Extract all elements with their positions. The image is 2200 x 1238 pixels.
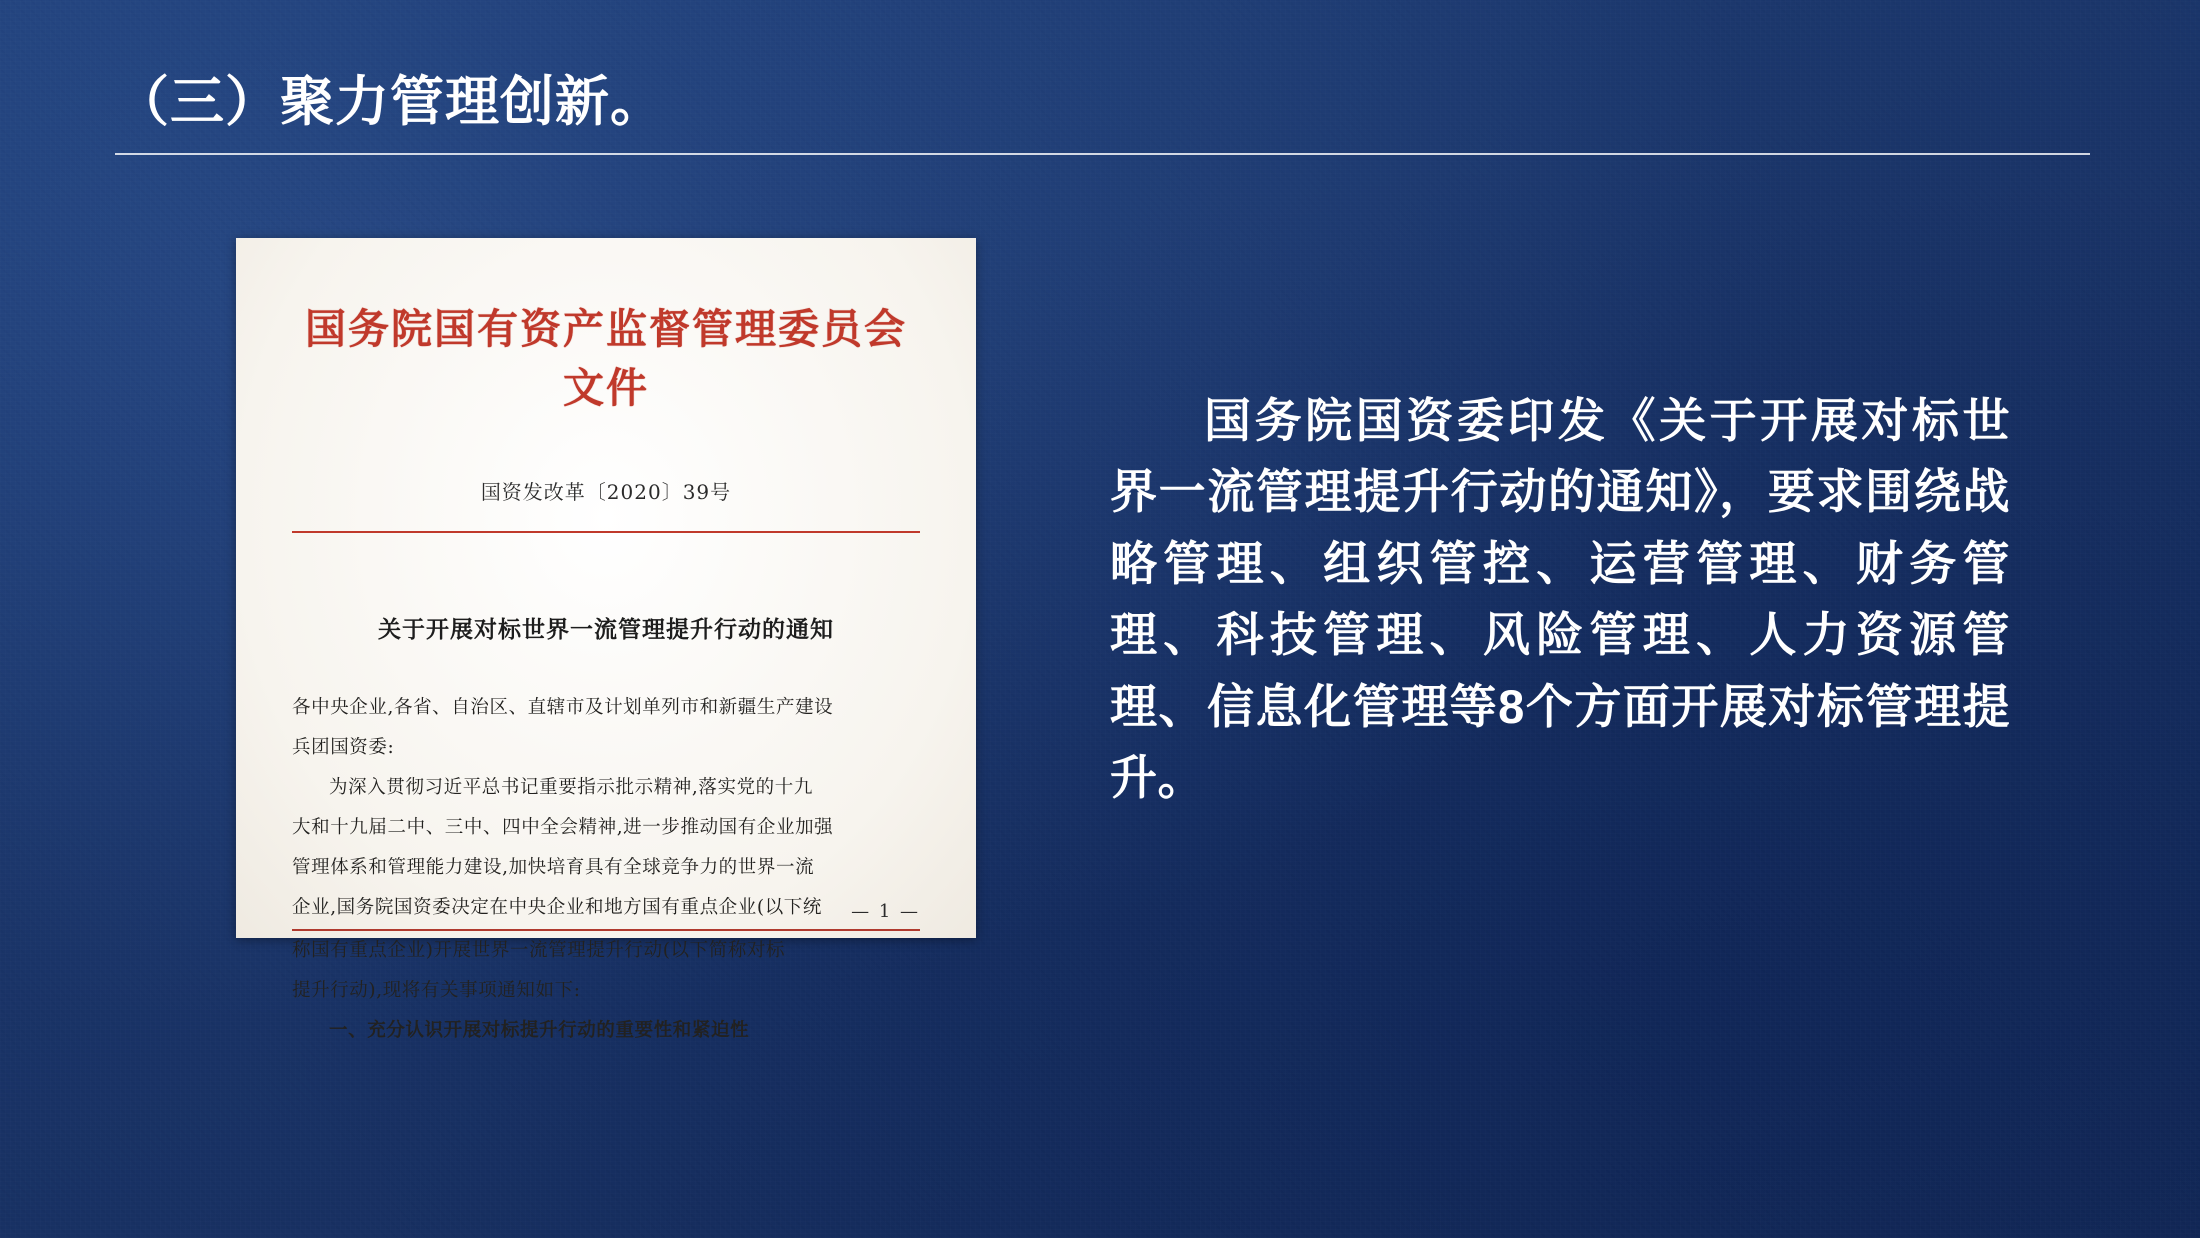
document-page-number: — 1 — xyxy=(851,901,920,922)
title-block xyxy=(115,70,2105,155)
document-body-line: 称国有重点企业)开展世界一流管理提升行动(以下简称对标 xyxy=(292,939,786,961)
page-title: （三）聚力管理创新。 xyxy=(115,72,665,132)
document-body-line: 提升行动),现将有关事项通知如下: xyxy=(292,979,581,1001)
document-body-line: 为深入贯彻习近平总书记重要指示批示精神,落实党的十九 xyxy=(329,776,813,798)
document-section-heading: 一、充分认识开展对标提升行动的重要性和紧迫性 xyxy=(329,1019,750,1041)
document-body-line: 管理体系和管理能力建设,加快培育具有全球竞争力的世界一流 xyxy=(292,856,815,878)
document-scan-card xyxy=(236,238,976,1041)
document-subject: 关于开展对标世界一流管理提升行动的通知 xyxy=(378,616,834,643)
document-body-line: 各中央企业,各省、自治区、直辖市及计划单列市和新疆生产建设 xyxy=(292,697,834,718)
document-number: 国资发改革〔2020〕39号 xyxy=(480,480,732,504)
title-divider xyxy=(115,153,2090,155)
document-red-rule xyxy=(292,531,920,533)
document-body-line: 大和十九届二中、三中、四中全会精神,进一步推动国有企业加强 xyxy=(292,816,834,838)
document-body-line: 兵团国资委: xyxy=(292,736,395,758)
body-paragraph: 国务院国资委印发《关于开展对标世界一流管理提升行动的通知》，要求围绕战略管理、组织管控、运营管理、财务管理、科技管理、风险管理、人力资源管理、信息化管理等8个方面开展对标管理提升。 xyxy=(1110,394,2010,805)
document-header-title: 国务院国有资产监督管理委员会文件 xyxy=(305,305,907,412)
document-body xyxy=(292,688,920,1051)
document-page xyxy=(236,238,976,1041)
document-body-line-underlined: 企业,国务院国资委决定在中央企业和地方国有重点企业(以下统 xyxy=(292,888,920,931)
